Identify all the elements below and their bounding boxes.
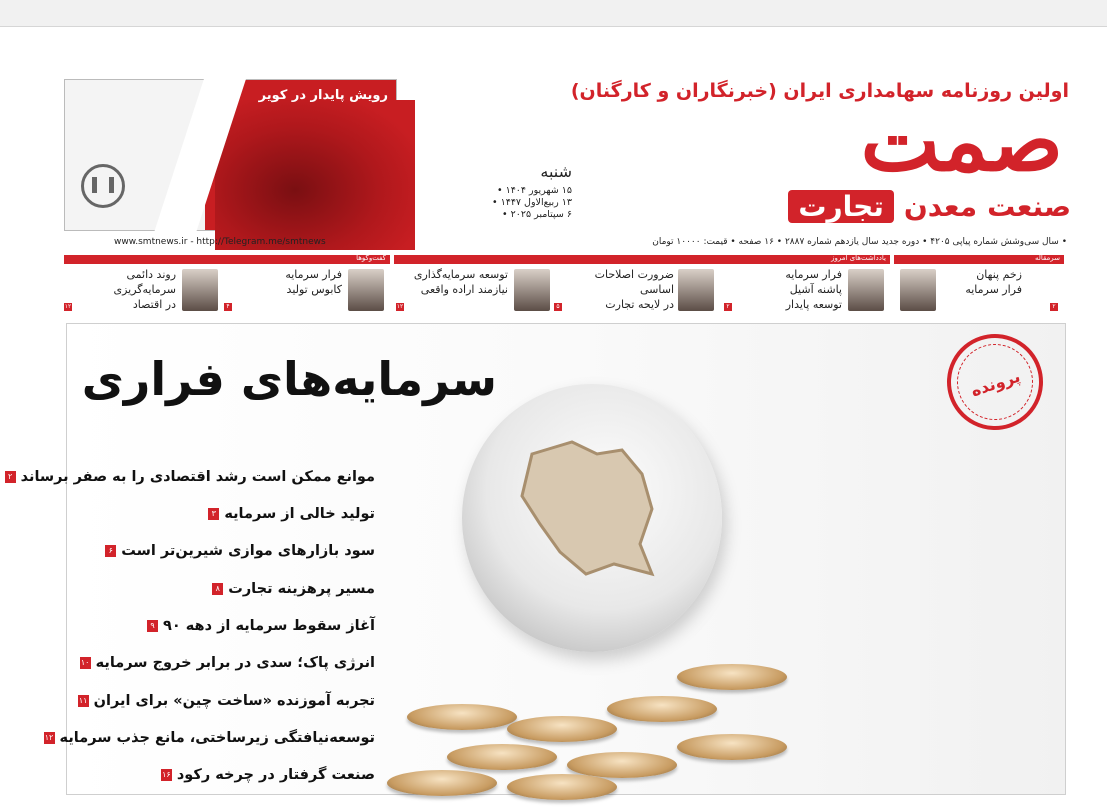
subtitle-trade: تجارت: [788, 190, 893, 223]
coin-stack: [507, 774, 617, 800]
teaser-line: فرار سرمایه: [785, 268, 842, 281]
section-bar-interviews: [64, 255, 390, 264]
feature-list-item[interactable]: تجربه آموزنده «ساخت چین» برای ایران ۱۱: [78, 693, 375, 709]
website-links: www.smtnews.ir - http://Telegram.me/smtnews: [114, 237, 326, 247]
feature-section: [7, 323, 1066, 795]
page-number-badge: ۹: [147, 620, 158, 632]
teaser-line: توسعه پایدار: [785, 298, 842, 311]
page-number-badge: ۲: [1050, 303, 1058, 311]
teaser-line: سرمایه‌گریزی: [113, 283, 176, 296]
subtitle-industry: صنعت: [987, 190, 1071, 223]
author-photo: [900, 269, 936, 311]
issue-info: • سال سی‌وشش شماره پیاپی ۴۲۰۵ • دوره جدید سال یازدهم شماره ۲۸۸۷ • ۱۶ صفحه • قیمت: ۱۰۰۰۰ تومان: [652, 237, 1067, 247]
page-number-badge: ۱۰: [80, 658, 90, 667]
teaser-line: زخم پنهان: [976, 268, 1022, 281]
teaser-line: فرار سرمایه: [965, 283, 1022, 296]
coin-stack: [387, 770, 497, 796]
page-number-badge: ۱۲: [396, 303, 404, 310]
date-solar: ۱۵ شهریور ۱۴۰۴ •: [496, 185, 572, 196]
teaser-line: توسعه سرمایه‌گذاری: [413, 268, 508, 281]
page-number-badge: ۶: [105, 545, 116, 557]
author-photo: [514, 269, 550, 311]
stamp-text: پرونده: [968, 366, 1023, 401]
coin-stack: [507, 716, 617, 742]
feature-list-item[interactable]: سود بازارهای موازی شیرین‌تر است ۶: [105, 543, 375, 559]
page-number-badge: ۲: [5, 471, 16, 483]
dossier-stamp: [935, 322, 1056, 443]
teaser-line: فرار سرمایه: [285, 268, 342, 281]
coin-stack: [677, 734, 787, 760]
feature-headline: سرمایه‌های فراری: [81, 352, 497, 406]
feature-list-item[interactable]: آغاز سقوط سرمایه از دهه ۹۰ ۹: [147, 618, 375, 634]
teaser-item[interactable]: [396, 267, 550, 317]
feature-list-item[interactable]: صنعت گرفتار در چرخه رکود ۱۶: [162, 767, 375, 783]
weekday: شنبه: [540, 162, 572, 181]
teaser-line: نیازمند اراده واقعی: [420, 283, 508, 296]
teaser-line: ضرورت اصلاحات: [594, 268, 674, 281]
iran-map-icon: [502, 424, 672, 594]
section-label: یادداشت‌های امروز: [831, 254, 886, 262]
masthead-tagline: اولین روزنامه سهامداری ایران (خبرنگاران و کارگنان): [570, 80, 1069, 102]
coin-stack: [407, 704, 517, 730]
feature-list-item[interactable]: مسیر پرهزینه تجارت ۸: [212, 581, 375, 597]
teaser-line: کابوس تولید: [286, 283, 342, 296]
page-number-badge: ۸: [212, 583, 223, 595]
author-photo: [182, 269, 218, 311]
author-photo: [848, 269, 884, 311]
issue-dates: [488, 162, 572, 221]
author-photo: [348, 269, 384, 311]
date-lunar: ۱۳ ربیع‌الاول ۱۴۴۷ •: [491, 197, 572, 208]
coin-image: [462, 384, 722, 652]
masthead-logo: صمت: [860, 91, 1063, 190]
section-label: گفت‌وگوها: [356, 254, 386, 262]
section-bar-notes: [394, 255, 890, 264]
teaser-item[interactable]: [724, 267, 888, 317]
subtitle-mining: معدن: [903, 190, 978, 223]
teaser-line: اساسی: [639, 283, 674, 296]
banner-title: رویش پایدار در کویر: [258, 88, 388, 103]
coin-stack: [677, 664, 787, 690]
page-number-badge: ۲: [724, 303, 732, 311]
teaser-item[interactable]: [64, 267, 220, 317]
masthead-subtitle: [611, 190, 1071, 223]
teaser-line: در لایحه تجارت: [605, 298, 674, 311]
section-label: سرمقاله: [1034, 254, 1060, 262]
feature-list-item[interactable]: موانع ممکن است رشد اقتصادی را به صفر برساند ۲: [5, 469, 375, 485]
teaser-line: در اقتصاد: [132, 298, 176, 311]
coin-stack: [607, 696, 717, 722]
company-logo-icon: [81, 164, 125, 208]
teaser-line: پاشنه آشیل: [789, 283, 842, 296]
teaser-item[interactable]: [224, 267, 388, 317]
teaser-row: [64, 255, 1064, 317]
feature-list-item[interactable]: توسعه‌نیافتگی زیرساختی، مانع جذب سرمایه ۱۲: [44, 730, 375, 746]
page-number-badge: ۴: [224, 303, 232, 311]
section-bar-editorial: [894, 255, 1064, 264]
feature-list-item[interactable]: تولید خالی از سرمایه ۳: [208, 506, 375, 522]
page-number-badge: ۵: [554, 303, 562, 311]
ad-banner: [64, 79, 397, 231]
teaser-item[interactable]: [554, 267, 720, 317]
page-number-badge: ۳: [208, 508, 219, 520]
feature-list-item[interactable]: انرژی پاک؛ سدی در برابر خروج سرمایه ۱۰: [80, 655, 375, 671]
page-number-badge: ۱۶: [162, 770, 171, 779]
author-photo: [678, 269, 714, 311]
viewer-top-bar: [0, 0, 1107, 27]
page-number-badge: ۱۲: [64, 303, 72, 310]
coin-stack: [447, 744, 557, 770]
page-number-badge: ۱۱: [78, 696, 88, 705]
teaser-item[interactable]: [900, 267, 1064, 317]
teaser-line: روند دائمی: [126, 268, 176, 281]
banner-mine-image: [215, 100, 415, 250]
date-gregorian: ۶ سپتامبر ۲۰۲۵ •: [502, 209, 572, 220]
page-number-badge: ۱۲: [44, 733, 54, 742]
